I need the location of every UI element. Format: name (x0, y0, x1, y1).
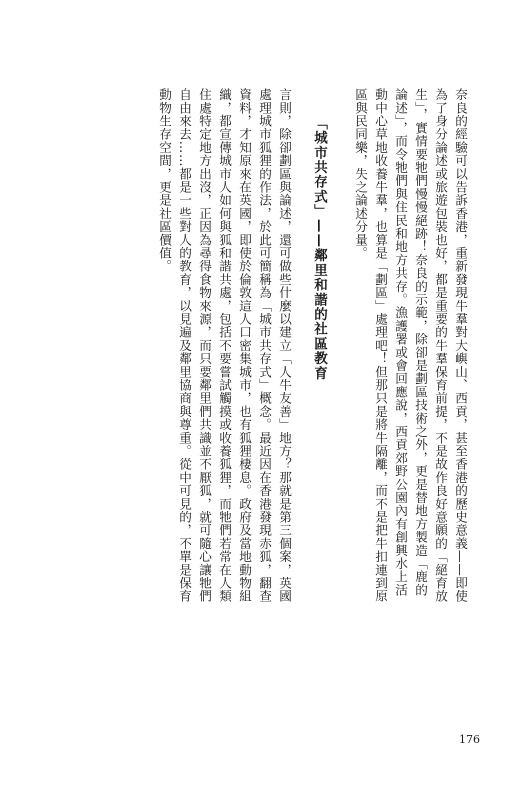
paragraph-2-line-6: 自由來去……都是一些對人的教育，以見遍及鄰里協商與尊重。從中可見的，不單是保育 (177, 88, 192, 603)
page-number: 176 (459, 733, 480, 746)
paragraph-1-line-3: 生」，實情要牠們慢慢絕跡！奈良的示範，除卻是劃區技術之外，更是替地方製造「鹿的 (413, 88, 428, 597)
paragraph-1-line-4: 論述」，而令牠們與住民和地方共存。漁護署或會回應說，西貢郊野公園內有創興水上活 (393, 88, 408, 597)
paragraph-2-line-7: 動物生存空間，更是社區價值。 (157, 88, 172, 273)
section-heading: 「城市共存式」——鄰里和諧的社區教育 (311, 116, 327, 381)
paragraph-1-line-1: 奈良的經驗可以告訴香港，重新發現牛羣對大嶼山、西貢，甚至香港的歷史意義——即使 (453, 88, 468, 603)
paragraph-1-line-5: 動中心草地收養牛羣，也算是「劃區」處理吧！但那只是將牛隔離，而不是把牛扣連到原 (373, 88, 388, 603)
paragraph-spacer (330, 88, 350, 603)
heading-spacer (294, 88, 308, 603)
paragraph-1-line-6: 區與民同樂，失之論述分量。 (353, 88, 368, 260)
paragraph-2-line-3: 資料，才知原來在英國，即使於倫敦這人口密集城市，也有狐狸棲息。政府及當地動物組 (237, 88, 252, 603)
paragraph-2-line-1: 言則，除卻劃區與論述，還可做些什麼以建立「人牛友善」地方？那就是第三個案，英國 (277, 88, 292, 603)
paragraph-2-line-2: 處理城市狐狸的作法，於此可簡稱為「城市共存式」概念。最近因在香港發現赤狐，翻查 (257, 88, 272, 603)
paragraph-1-line-2: 為了身分論述或旅遊包裝也好，都是重要的牛羣保育前提，不是故作良好意願的「絕育放 (433, 88, 448, 603)
paragraph-2-line-4: 織，都宣傳城市人如何與狐和諧共處，包括不要嘗試觸摸或收養狐狸，而牠們若常在人類 (217, 88, 232, 603)
paragraph-2-line-5: 住處特定地方出沒，正因為尋得食物來源，而只要鄰里們共識並不厭狐，就可隨心讓牠們 (197, 88, 212, 603)
vertical-text-body (154, 88, 470, 603)
